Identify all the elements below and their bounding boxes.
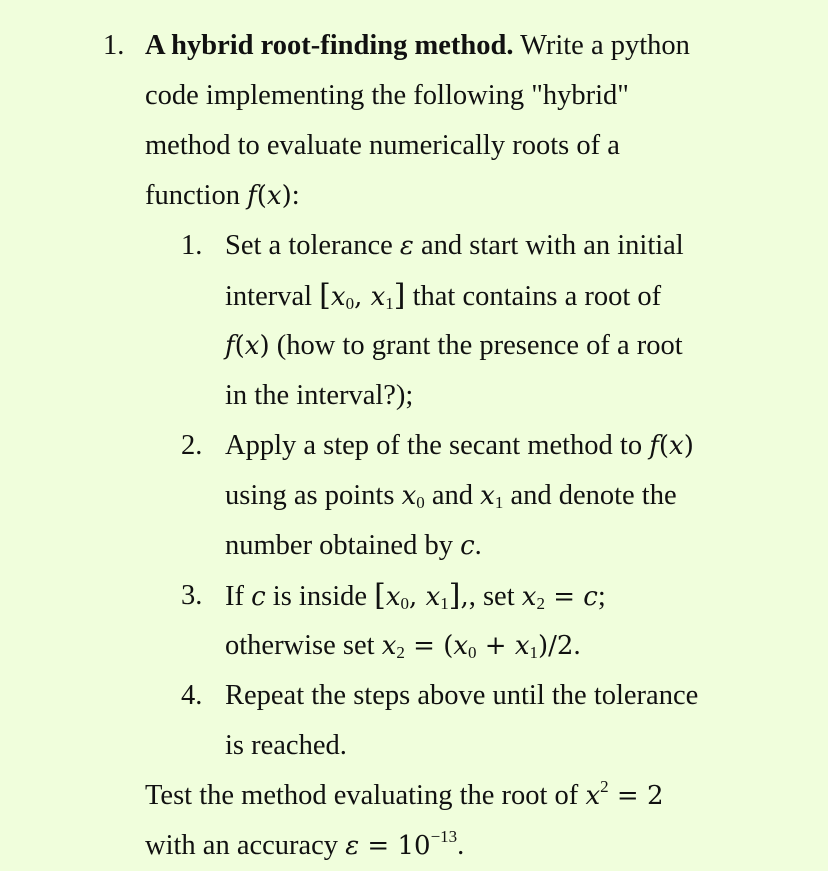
step-2-text-b2: and xyxy=(424,480,481,511)
step-1-number: 1. xyxy=(181,230,203,261)
math-x: x xyxy=(514,631,530,661)
step-2-text-c2: . xyxy=(474,530,482,561)
step-1-line-1 xyxy=(225,229,684,263)
step-2-text-a1: Apply a step of the secant method to xyxy=(225,430,650,461)
step-3-text-a3: , set xyxy=(468,581,522,612)
step-3-text-b1: otherwise set xyxy=(225,630,382,661)
intro-text-3: method to evaluate numerically roots of a xyxy=(145,130,620,161)
math-f: f xyxy=(649,431,659,461)
math-x: x xyxy=(330,282,346,312)
step-3-text-b2: . xyxy=(573,630,581,661)
problem-title: A hybrid root-finding method. xyxy=(145,30,514,61)
period: . xyxy=(457,830,465,861)
math-x: x xyxy=(266,181,282,211)
exponent-minus-13: −13 xyxy=(430,827,458,846)
math-x: x xyxy=(401,481,417,511)
math-f: f xyxy=(225,331,235,361)
problem-number: 1. xyxy=(103,30,125,61)
math-x: x xyxy=(669,431,684,461)
math-x: x xyxy=(521,582,537,612)
math-epsilon: ε xyxy=(345,831,360,861)
math-x: x xyxy=(385,582,401,612)
math-x: x xyxy=(381,631,397,661)
math-ten: 10 xyxy=(397,831,431,861)
problem-line-1 xyxy=(145,29,690,63)
test-text-2: with an accuracy xyxy=(145,830,346,861)
math-c: c xyxy=(460,531,475,561)
math-two: 2 xyxy=(646,781,664,811)
test-text-1: Test the method evaluating the root of xyxy=(145,780,586,811)
step-3-number: 3. xyxy=(181,580,203,611)
math-x: x xyxy=(370,282,386,312)
intro-text-2: code implementing the following "hybrid" xyxy=(145,80,629,111)
math-epsilon: ε xyxy=(399,231,414,261)
step-1-line-3: f(x) (how to grant the presence of a root xyxy=(225,330,683,361)
math-x: x xyxy=(480,481,495,511)
step-2-text-b1: using as points xyxy=(225,480,402,511)
step-2-text-b3: and denote the xyxy=(503,480,677,511)
math-x: x xyxy=(585,781,601,811)
intro-text-4: function xyxy=(145,180,248,211)
step-3-line-1: If c is inside [$x_0$, $x_1$],, set $x_2 = c$; xyxy=(225,578,606,613)
colon: : xyxy=(291,180,300,211)
step-1-text-a2: and start with an initial xyxy=(413,230,684,261)
step-3-text-a4: ; xyxy=(597,581,606,612)
exponent-2: 2 xyxy=(600,777,609,796)
step-1-line-2: interval [$x_0$, $x_1$] that contains a root of xyxy=(225,278,662,313)
step-3-text-a2: is inside xyxy=(265,581,375,612)
step-1-line-4: in the interval?); xyxy=(225,380,414,411)
test-line-1: Test the method evaluating the root of $x^2 = 2$ xyxy=(145,777,664,811)
step-1-text-b1: interval xyxy=(225,281,320,312)
step-1-text-c2: (how to grant the presence of a root xyxy=(269,330,683,361)
step-3-text-a1: If xyxy=(225,581,252,612)
step-2-line-2: using as points $x_0$ and $x_1$ and denote the xyxy=(225,480,677,512)
test-line-2: with an accuracy $\varepsilon = 10^{-13}$. xyxy=(145,827,465,861)
step-1-text-b2: that contains a root of xyxy=(405,281,662,312)
math-x: x xyxy=(244,331,260,361)
intro-text-1: Write a python xyxy=(513,30,690,61)
step-2-number: 2. xyxy=(181,430,203,461)
math-f: f xyxy=(247,181,257,211)
step-4-number: 4. xyxy=(181,680,203,711)
step-3-line-2: otherwise set $x_2 = (x_0 + x_1)/2$. xyxy=(225,630,581,662)
step-2-line-3 xyxy=(225,529,482,563)
step-2-text-c1: number obtained by xyxy=(225,530,461,561)
step-4-line-2: is reached. xyxy=(225,730,347,761)
math-c: c xyxy=(251,582,266,612)
math-c: c xyxy=(583,582,598,612)
problem-line-4: function f(x): xyxy=(145,180,300,211)
math-x: x xyxy=(425,582,441,612)
math-x: x xyxy=(453,631,469,661)
step-1-text-a1: Set a tolerance xyxy=(225,230,400,261)
step-2-line-1: Apply a step of the secant method to f(x) xyxy=(225,430,694,461)
step-4-line-1: Repeat the steps above until the tolerance xyxy=(225,680,699,711)
